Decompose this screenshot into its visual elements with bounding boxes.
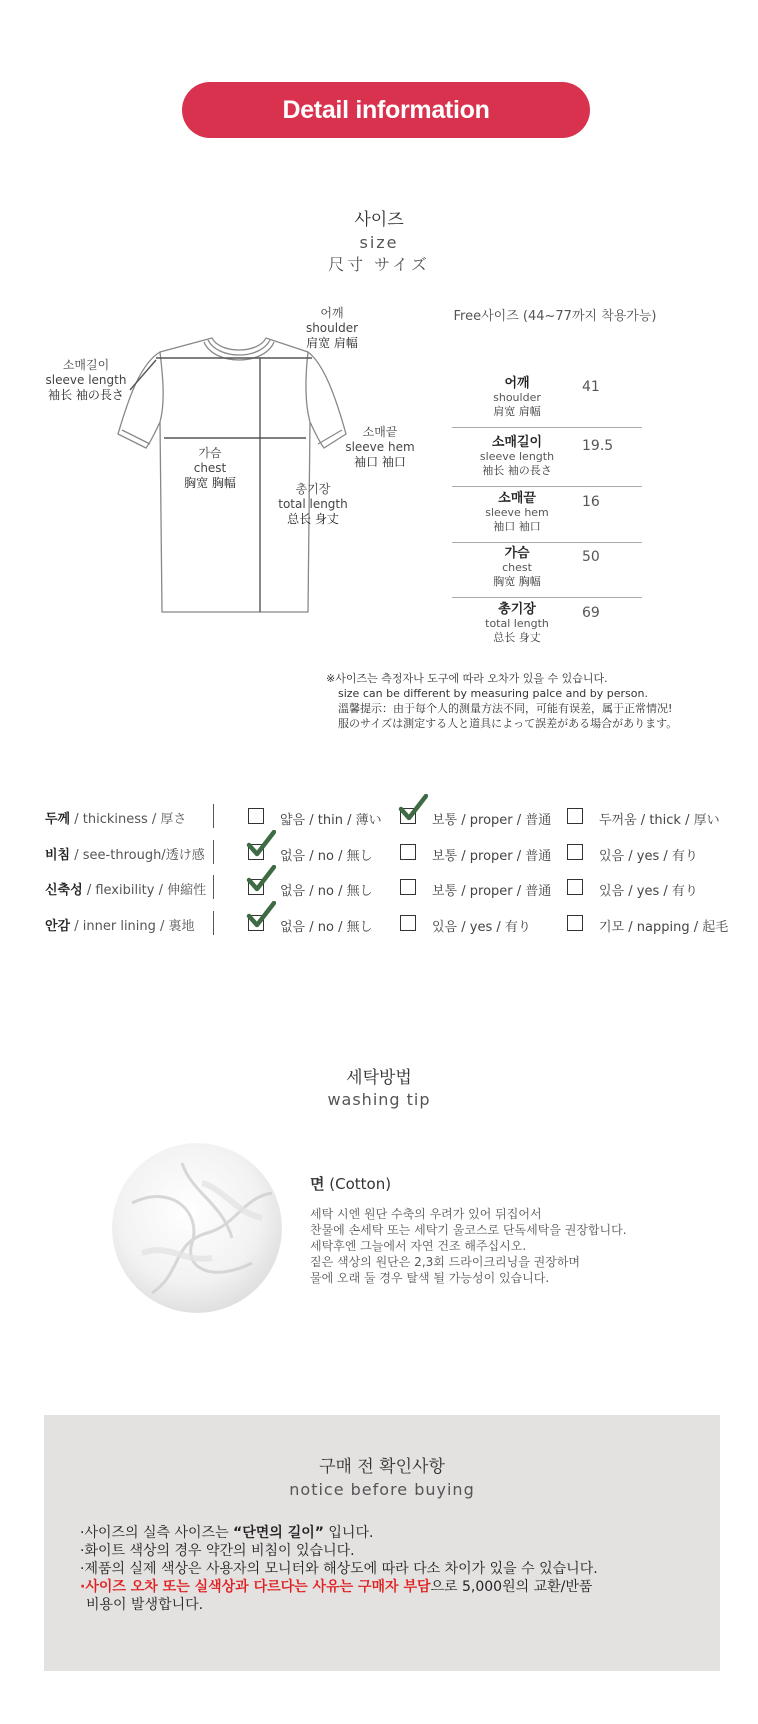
option-label: 기모 / napping / 起毛: [599, 920, 729, 935]
option-label: 두꺼움 / thick / 厚い: [599, 813, 720, 828]
property-row: [45, 909, 735, 939]
material-kr: 면: [310, 1175, 325, 1193]
option-label: 없음 / no / 無し: [280, 849, 373, 864]
size-notes: [326, 671, 746, 731]
size-value: 19.5: [582, 438, 614, 454]
property-divider: [213, 875, 214, 899]
size-row-sleeve-hem: 소매끝 sleeve hem 袖口 袖口 16: [452, 488, 642, 543]
property-label: 비침 / see-through/透け感: [45, 848, 205, 863]
checkbox[interactable]: [400, 915, 416, 931]
property-label: 두께 / thickiness / 厚さ: [45, 812, 187, 827]
washing-title-en: washing tip: [327, 1090, 431, 1109]
size-value: 50: [582, 549, 600, 565]
diagram-label-sleeve-hem: 소매끝 sleeve hem 袖口 袖口: [345, 425, 415, 469]
option-label: 얇음 / thin / 薄い: [280, 813, 382, 828]
material-en: (Cotton): [329, 1175, 392, 1193]
option-label: 없음 / no / 無し: [280, 920, 373, 935]
checkbox[interactable]: [248, 808, 264, 824]
diagram-label-chest: 가슴 chest 胸宽 胸幅: [184, 446, 236, 490]
cotton-fabric-image: [112, 1143, 282, 1313]
diagram-label-shoulder: 어깨 shoulder 肩宽 肩幅: [305, 306, 359, 350]
checkmark-icon: [246, 830, 276, 858]
property-row: [45, 802, 735, 832]
size-value: 41: [582, 379, 600, 395]
size-note: ※사이즈는 측정자나 도구에 따라 오차가 있을 수 있습니다.: [326, 672, 608, 685]
size-title-cn: 尺寸 サイズ: [328, 255, 430, 274]
washing-section-title: [0, 1063, 758, 1109]
size-title-kr: 사이즈: [354, 210, 404, 230]
property-label: 안감 / inner lining / 裏地: [45, 919, 195, 934]
size-note: 溫馨提示：由于每个人的测量方法不同，可能有误差，属于正常情况!: [338, 702, 673, 715]
washing-instructions: [310, 1206, 730, 1286]
diagram-label-total-length: 총기장 total length 总长 身丈: [278, 482, 348, 526]
checkbox[interactable]: [400, 879, 416, 895]
checkbox[interactable]: [567, 808, 583, 824]
size-note: 服のサイズは測定する人と道具によって誤差がある場合があります。: [338, 717, 678, 730]
notice-box: [44, 1415, 720, 1671]
checkbox[interactable]: [567, 915, 583, 931]
notice-title-kr: 구매 전 확인사항: [319, 1457, 445, 1477]
property-divider: [213, 804, 214, 828]
notice-line: ·제품의 실제 색상은 사용자의 모니터와 해상도에 따라 다소 차이가 있을 수 있습니다.: [80, 1561, 598, 1577]
size-note: size can be different by measuring palce and by person.: [338, 687, 648, 700]
option-label: 보통 / proper / 普通: [432, 884, 552, 899]
option-label: 없음 / no / 無し: [280, 884, 373, 899]
washing-line: 세탁후엔 그늘에서 자연 건조 해주십시오.: [310, 1239, 527, 1253]
checkmark-icon: [398, 794, 428, 822]
option-label: 있음 / yes / 有り: [432, 920, 531, 935]
notice-list: [80, 1524, 700, 1614]
size-value: 16: [582, 494, 600, 510]
property-row: [45, 838, 735, 868]
size-row-shoulder: 어깨 shoulder 肩宽 肩幅 41: [452, 373, 642, 428]
checkbox[interactable]: [567, 879, 583, 895]
notice-line: ·화이트 색상의 경우 약간의 비침이 있습니다.: [80, 1543, 355, 1559]
banner-title: Detail information: [282, 95, 490, 124]
option-label: 있음 / yes / 有り: [599, 884, 698, 899]
checkmark-icon: [246, 901, 276, 929]
option-label: 보통 / proper / 普通: [432, 813, 552, 828]
option-label: 있음 / yes / 有り: [599, 849, 698, 864]
washing-line: 짙은 색상의 원단은 2,3회 드라이크리닝을 권장하며: [310, 1255, 580, 1269]
checkbox[interactable]: [400, 844, 416, 860]
notice-title-en: notice before buying: [289, 1480, 475, 1499]
material-title: [310, 1173, 391, 1194]
size-section-title: [0, 205, 758, 275]
washing-line: 물에 오래 둘 경우 탈색 될 가능성이 있습니다.: [310, 1271, 550, 1285]
property-divider: [213, 840, 214, 864]
size-title-en: size: [359, 233, 399, 252]
diagram-label-sleeve-length: 소매길이 sleeve length 袖长 袖の長さ: [45, 358, 127, 402]
property-row: [45, 873, 735, 903]
size-row-chest: 가슴 chest 胸宽 胸幅 50: [452, 543, 642, 598]
size-value: 69: [582, 605, 600, 621]
washing-line: 세탁 시엔 원단 수축의 우려가 있어 뒤집어서: [310, 1207, 542, 1221]
washing-title-kr: 세탁방법: [346, 1068, 412, 1088]
notice-line: 비용이 발생합니다.: [86, 1597, 204, 1613]
checkmark-icon: [246, 865, 276, 893]
size-row-total-length: 총기장 total length 总长 身丈 69: [485, 602, 600, 644]
notice-line: ·사이즈의 실측 사이즈는 “단면의 길이” 입니다.: [80, 1525, 374, 1541]
checkbox[interactable]: [567, 844, 583, 860]
washing-line: 찬물에 손세탁 또는 세탁기 울코스로 단독세탁을 권장합니다.: [310, 1223, 627, 1237]
property-divider: [213, 911, 214, 935]
size-table-caption: Free사이즈 (44~77까지 착용가능): [453, 309, 657, 324]
property-label: 신축성 / flexibility / 伸縮性: [45, 883, 207, 898]
notice-line: ·사이즈 오차 또는 실색상과 다르다는 사유는 구매자 부담으로 5,000원의 교환/반품: [80, 1579, 593, 1595]
detail-information-banner: [182, 82, 590, 138]
option-label: 보통 / proper / 普通: [432, 849, 552, 864]
size-row-sleeve-length: 소매길이 sleeve length 袖长 袖の長さ 19.5: [452, 432, 642, 487]
